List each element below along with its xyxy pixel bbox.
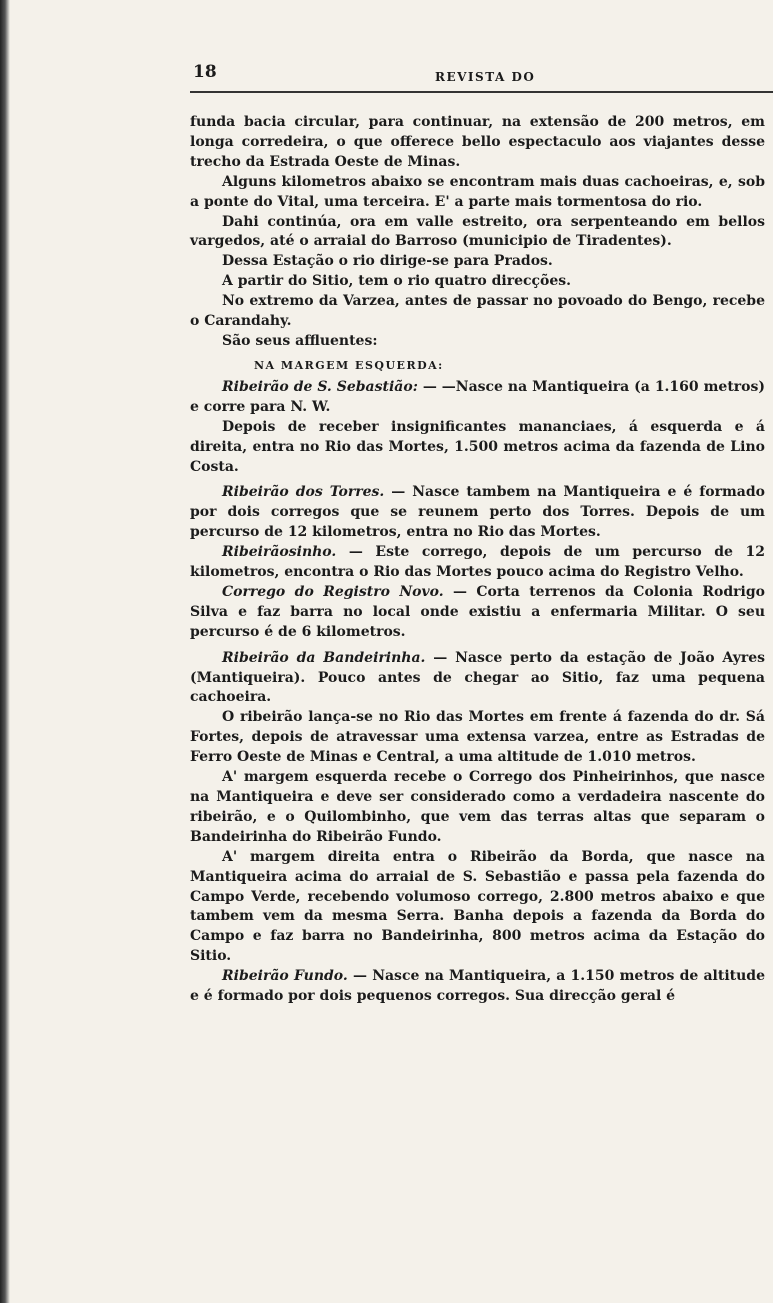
section-heading: NA MARGEM ESQUERDA: [254, 358, 444, 372]
paragraph: A partir do Sitio, tem o rio quatro direcções. [222, 273, 572, 290]
page-header [190, 58, 765, 88]
entry-paragraph [190, 418, 765, 478]
entry-paragraph [190, 483, 765, 543]
entry-title: Ribeirão Fundo. [222, 968, 348, 985]
paragraph: São seus affluentes: [222, 332, 378, 349]
entry-title: Ribeirão da Bandeirinha. [222, 649, 426, 666]
entry-paragraph [190, 848, 765, 967]
paragraph: Dahi continúa, ora em valle estreito, ora serpenteando em bellos vargedos, até o arraial do Barroso (municipio de Tiradentes). [190, 213, 765, 250]
entry-paragraph [190, 378, 765, 418]
entry-paragraph [190, 768, 765, 848]
entry-text: O ribeirão lança-se no Rio das Mortes em frente á fazenda do dr. Sá Fortes, depois de atravessar uma extensa varzea, entre as Estradas de Ferro Oeste de Minas e Central, a uma altitude de 1.010 metros. [190, 709, 765, 766]
entry-title: Ribeirão de S. Sebastião: [222, 378, 418, 395]
paragraph: Dessa Estação o rio dirige-se para Prados. [222, 253, 553, 270]
entry-text: — Este corrego, depois de um percurso de 12 kilometros, encontra o Rio das Mortes pouco acima do Registro Velho. [190, 544, 766, 581]
paragraph: Alguns kilometros abaixo se encontram mais duas cachoeiras, e, sob a ponte do Vital, uma terceira. E' a parte mais tormentosa do rio. [190, 173, 765, 210]
entry-text: A' margem direita entra o Ribeirão da Borda, que nasce na Mantiqueira acima do arraial de S. Sebastião e passa pela fazenda do Campo Verde, recebendo volumoso corrego, 2.800 metros abaixo e que tambem vem da mesma Serra. Banha depois a fazenda da Borda do Campo e faz barra no Bandeirinha, 800 metros acima da Estação do Sitio. [190, 848, 765, 965]
running-title: REVISTA DO [435, 70, 536, 84]
entry-text: — Corta terrenos da Colonia Rodrigo Silva e faz barra no local onde existiu a enfermaria Militar. O seu percurso é de 6 kilometros. [190, 583, 765, 640]
entry-paragraph [190, 649, 765, 709]
body-text [190, 113, 765, 1007]
book-binding-edge [0, 0, 10, 1303]
entry-text: — Nasce na Mantiqueira, a 1.150 metros de altitude e é formado por dois pequenos corregos. Sua direcção geral é [190, 968, 765, 1005]
journal-page [190, 58, 766, 1005]
entry-title: Ribeirãosinho. [222, 544, 337, 561]
entry-paragraph [190, 708, 765, 768]
entry-text: Depois de receber insignificantes mananciaes, á esquerda e á direita, entra no Rio das Mortes, 1.500 metros acima da fazenda de Lino Costa. [190, 418, 765, 475]
entry-paragraph [190, 967, 765, 1007]
header-rule [190, 91, 773, 93]
entry-text: — Nasce tambem na Mantiqueira e é formado por dois corregos que se reunem perto dos Torres. Depois de um percurso de 12 kilometros, entra no Rio das Mortes. [190, 484, 766, 541]
paragraph: funda bacia circular, para continuar, na extensão de 200 metros, em longa corredeira, o que offerece bello espectaculo aos viajantes desse trecho da Estrada Oeste de Minas. [190, 114, 765, 170]
entry-paragraph [190, 543, 765, 583]
entry-paragraph [190, 583, 765, 643]
entry-title: Corrego do Registro Novo. [222, 583, 444, 600]
page-number: 18 [193, 62, 217, 82]
paragraph: No extremo da Varzea, antes de passar no povoado do Bengo, recebe o Carandahy. [190, 293, 765, 330]
entry-text: — —Nasce na Mantiqueira (a 1.160 metros) e corre para N. W. [190, 378, 766, 415]
entry-text: — Nasce perto da estação de João Ayres (Mantiqueira). Pouco antes de chegar ao Sitio, faz uma pequena cachoeira. [190, 649, 765, 706]
entry-title: Ribeirão dos Torres. [222, 484, 385, 501]
entry-text: A' margem esquerda recebe o Corrego dos Pinheirinhos, que nasce na Mantiqueira e deve ser considerado como a verdadeira nascente do ribeirão, e o Quilombinho, que vem das terras altas que separam o Bandeirinha do Ribeirão Fundo. [190, 769, 765, 845]
